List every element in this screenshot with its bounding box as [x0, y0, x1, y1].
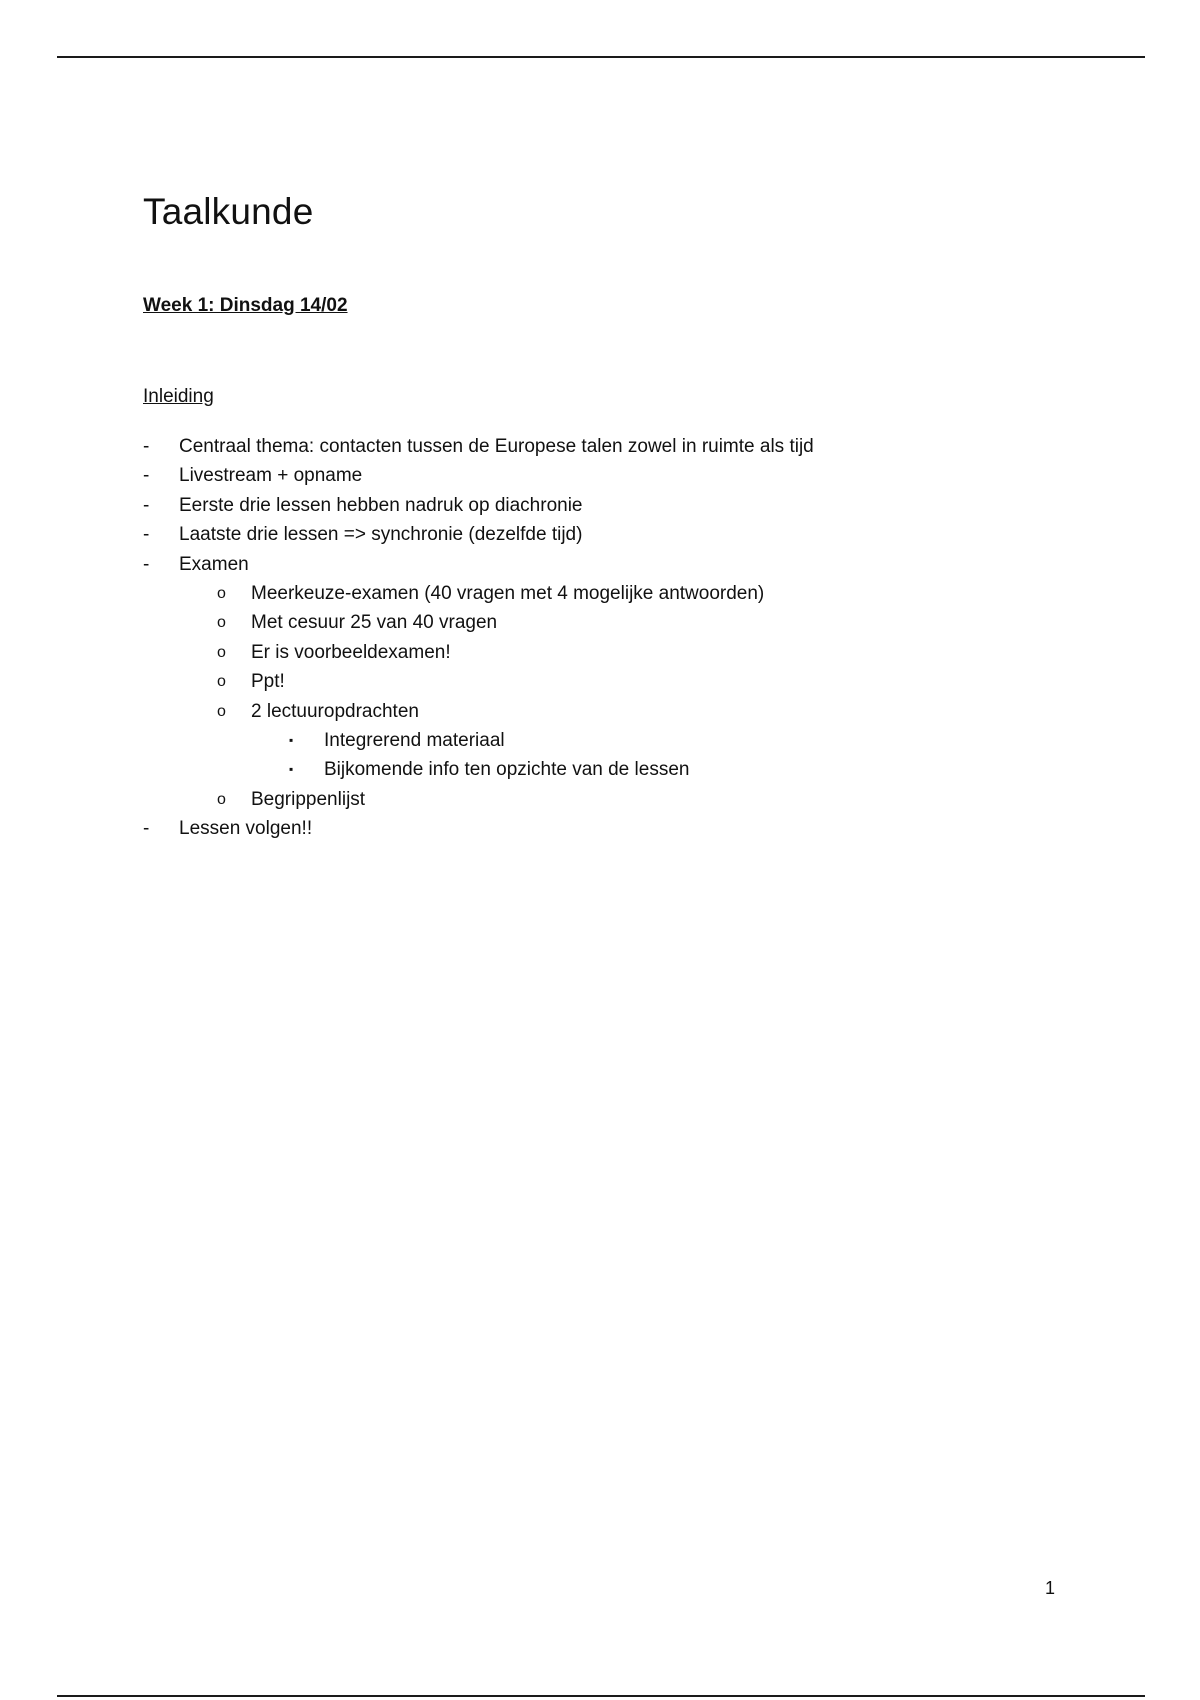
circle-bullet-icon: o — [217, 614, 226, 632]
dash-marker: - — [143, 436, 150, 457]
list-item-text: Livestream + opname — [179, 465, 363, 487]
circle-bullet-icon: o — [217, 790, 226, 808]
square-bullet-icon: ▪ — [289, 762, 294, 777]
dash-marker: - — [143, 465, 150, 487]
circle-bullet-icon: o — [217, 584, 226, 602]
list-item-text: Eerste drie lessen hebben nadruk op diachronie — [179, 494, 583, 516]
sub-sub-list-item-text: Integrerend materiaal — [324, 729, 505, 751]
week-heading: Week 1: Dinsdag 14/02 — [143, 295, 348, 316]
sub-sub-list-item-text: Bijkomende info ten opzichte van de lessen — [324, 759, 690, 781]
page-number: 1 — [1045, 1578, 1056, 1598]
list-item-text: Centraal thema: contacten tussen de Europese talen zowel in ruimte als tijd — [179, 436, 814, 457]
list-item-text: Lessen volgen!! — [179, 818, 313, 840]
dash-marker: - — [143, 494, 150, 516]
top-border-line — [57, 56, 1145, 58]
sub-list-item-text: Meerkeuze-examen (40 vragen met 4 mogelijke antwoorden) — [251, 582, 765, 604]
section-heading-inleiding: Inleiding — [143, 386, 214, 407]
list-item-text: Laatste drie lessen => synchronie (dezelfde tijd) — [179, 524, 583, 546]
bottom-border-line — [57, 1695, 1145, 1697]
sub-list-item-text: 2 lectuuropdrachten — [251, 700, 419, 722]
square-bullet-icon: ▪ — [289, 732, 294, 747]
circle-bullet-icon: o — [217, 702, 226, 720]
sub-list-item-text: Met cesuur 25 van 40 vragen — [251, 612, 498, 634]
sub-list-item-text: Ppt! — [251, 671, 285, 693]
dash-marker: - — [143, 524, 150, 546]
circle-bullet-icon: o — [217, 643, 226, 661]
circle-bullet-icon: o — [217, 673, 226, 691]
dash-marker: - — [143, 818, 150, 840]
list-item-text: Examen — [179, 553, 249, 575]
document-body — [143, 190, 1143, 840]
dash-marker: - — [143, 553, 150, 575]
document-title: Taalkunde — [143, 191, 314, 232]
sub-list-item-text: Begrippenlijst — [251, 788, 366, 810]
sub-list-item-text: Er is voorbeeldexamen! — [251, 641, 451, 663]
